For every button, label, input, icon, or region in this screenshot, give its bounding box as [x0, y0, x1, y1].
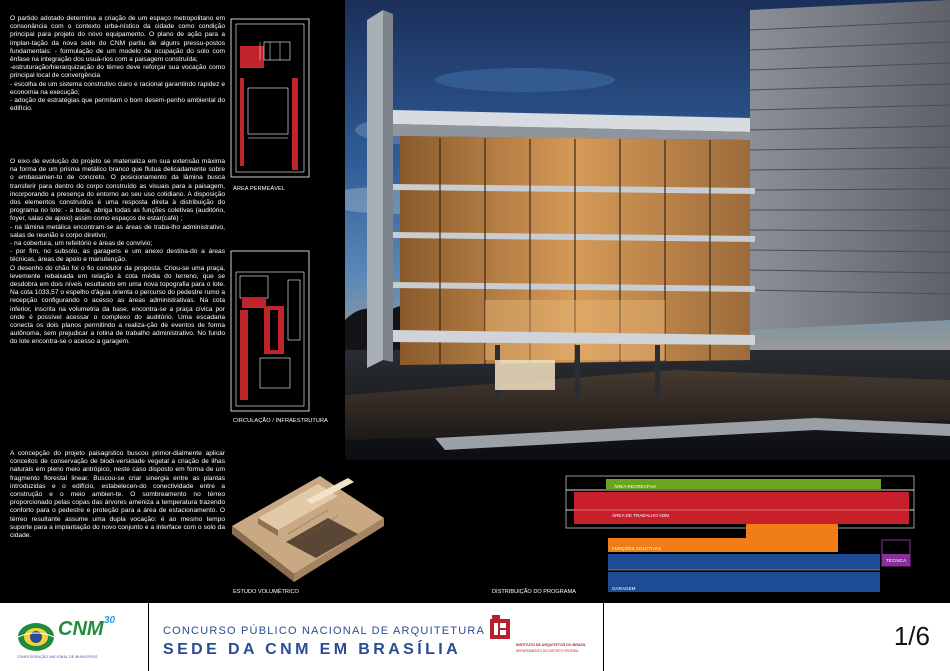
program-distribution-diagram	[564, 474, 920, 598]
label-area-permeavel: ÁREA PERMEÁVEL	[233, 186, 286, 192]
text-paragraph: O eixo de evolução do projeto se materializa em sua extensão máxima na forma de um prisma metálico branco que flutua delicadamente sobre o embasamen-to de concreto. O posicionamento da lâmina busca transferir para dentro do corpo construído as visuais para a paisagem, incorporando a presença do entorno ao seu uso cotidiano. A disposição dos elementos construídos é uma resposta direta à distribuição do programa no lote: - a base, abriga todas as funções coletivas (auditório, foyer, salas de apoio) assim como espaços de estar(café) ;	[10, 158, 225, 223]
cnm-logo-text: CNM	[58, 618, 104, 640]
program-label-coletivas: FUNÇÕES COLETIVAS	[612, 546, 662, 551]
building-render-illustration	[345, 0, 950, 460]
text-paragraph: A concepção do projeto paisagístico buscou primor-dialmente aplicar conceitos de conservação de biodi-versidade vegetal a criação de ilhas naturais em pleno meio antrópico, neste caso disposto em forma de um fragmento florestal linear. Buscou-se criar sinergia entre as plantas introduzidas e o edifício, estabelecen-do conectividade entre a construção e o meio ambien-te. O sombreamento no térreo proporcionado pelas copas das árvores ameniza a temperatura trazendo conforto para o pedestre e proteção para a área de estacionamento. O térreo resultante assume uma dupla vocação: é ao mesmo tempo suporte para a implantação do novo conjunto e a interface com o solo da cidade.	[10, 450, 225, 540]
text-paragraph: - na cobertura, um refeitório e áreas de convívio;	[10, 240, 153, 248]
cnm-subtitle: CONFEDERAÇÃO NACIONAL DE MUNICÍPIOS	[17, 655, 98, 659]
footer-divider	[603, 603, 604, 671]
text-paragraph: - escolha de um sistema construtivo claro e racional garantindo rapidez e economia na execução;	[10, 80, 225, 96]
text-paragraph: O partido adotado determina a criação de um espaço metropolitano em consonância com o contexto urba-nístico da cidade como condição principal para projeto do novo equipamento. O plano de ação para a implan-tação da nova sede do CNM partiu de alguns pressu-postos fundamentais: - formulação de um modelo de ocupação do solo com ênfase na integração dos usuá-rios com a paisagem construída;	[10, 15, 225, 64]
text-block-eixo	[10, 158, 225, 347]
text-paragraph: - por fim, no subsolo, as garagens e um anexo destina-do a áreas técnicas, áreas de apoio e manutenção.	[10, 248, 225, 264]
contest-title: CONCURSO PÚBLICO NACIONAL DE ARQUITETURA	[163, 625, 486, 637]
text-block-paisagismo	[10, 450, 225, 540]
contest-subtitle: SEDE DA CNM EM BRASÍLIA	[163, 641, 462, 658]
cnm-logo-number: 30	[104, 615, 116, 626]
cnm-globe-icon	[16, 617, 60, 653]
text-paragraph: O desenho do chão foi o fio condutor da proposta. Criou-se uma praça, levemente rebaixada em relação à cota média do terreno, que se desdobra em dois níveis resultando em uma nova topografia para o lote. Na cota 1033,57 o espelho d'água orienta o percurso do pedestre rumo a recepção configurando o acesso as áreas administrativas. Na cota inferior, inscrita na volumetria da base, encontra-se a praça cívica por onde é possível acessar o complexo do auditório. Uma escadaria conecta os dois planos permitindo a realiza-ção de eventos de forma autônoma, sem prejudicar a rotina de trabalho administrativo. No fundo do lote encontra-se o acesso a garagem.	[10, 264, 225, 346]
footer-divider	[148, 603, 149, 671]
building-render	[345, 0, 950, 460]
text-block-partido	[10, 15, 225, 113]
text-paragraph: - na lâmina metálica encontram-se as áreas de traba-lho administrativo, salas de reunião e corpo diretivo;	[10, 223, 225, 239]
page-number: 1/6	[893, 621, 930, 651]
plan-area-permeavel	[230, 18, 310, 178]
program-bar-garagem-upper	[608, 554, 880, 570]
plan-circulacao	[230, 250, 310, 412]
program-label-trabalho: ÁREA DE TRABALHO ADM	[612, 513, 670, 518]
text-paragraph: -estruturação/hierarquização do térreo deve reforçar sua vocação como principal local de convergência	[10, 64, 225, 80]
program-label-recreativa: ÁREA RECREATIVA	[614, 484, 657, 489]
label-distribuicao-programa: DISTRIBUIÇÃO DO PROGRAMA	[492, 589, 576, 595]
volumetric-model	[228, 470, 388, 586]
program-label-garagem: GARAGEM	[612, 586, 636, 591]
footer-bar	[0, 603, 950, 671]
program-bar-trabalho-top	[574, 492, 909, 510]
text-paragraph: - adoção de estratégias que permitam o bom desem-penho ambiental do edifício.	[10, 97, 225, 113]
iab-logo-icon	[488, 615, 512, 641]
program-bar-garagem	[608, 572, 880, 592]
program-label-tecnica: TÉCNICA	[886, 558, 907, 563]
label-estudo-volumetrico: ESTUDO VOLUMÉTRICO	[233, 589, 299, 595]
iab-name: INSTITUTO DE ARQUITETOS DO BRASIL	[516, 643, 587, 647]
program-bar-coletivas-upper	[746, 524, 838, 538]
iab-subtitle: DEPARTAMENTO DO DISTRITO FEDERAL	[516, 649, 579, 653]
label-circulacao: CIRCULAÇÃO / INFRAESTRUTURA	[233, 418, 329, 424]
